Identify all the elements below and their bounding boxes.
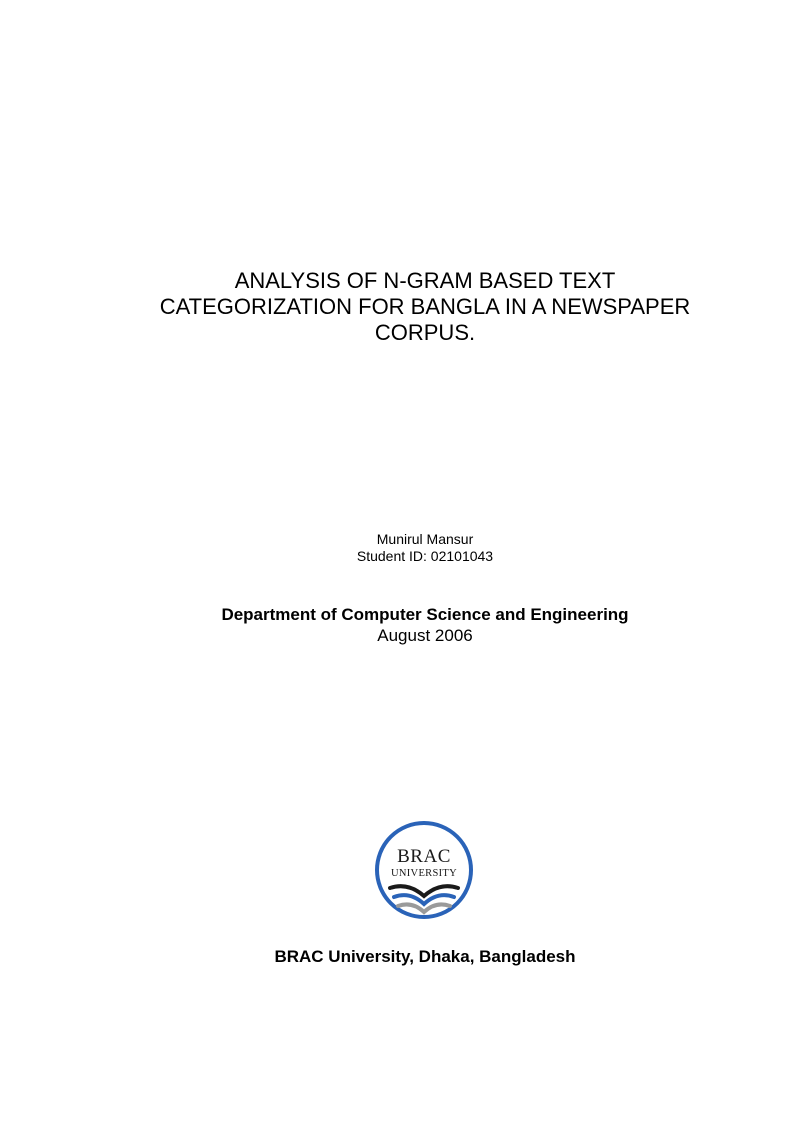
department-name: Department of Computer Science and Engineering <box>221 605 629 624</box>
thesis-title <box>100 268 750 346</box>
institution-line: BRAC University, Dhaka, Bangladesh <box>274 947 576 966</box>
brac-university-logo <box>372 818 476 928</box>
title-line-3: CORPUS. <box>374 320 476 345</box>
author-name: Munirul Mansur <box>376 531 474 547</box>
submission-date: August 2006 <box>377 626 473 645</box>
author-block <box>200 531 650 565</box>
logo-graphic <box>372 818 476 928</box>
department-block <box>125 604 725 646</box>
title-line-2: CATEGORIZATION FOR BANGLA IN A NEWSPAPER <box>159 294 691 319</box>
student-id: Student ID: 02101043 <box>356 548 494 564</box>
logo-text-line2: UNIVERSITY <box>391 868 457 879</box>
title-line-1: ANALYSIS OF N-GRAM BASED TEXT <box>234 268 616 293</box>
logo-text-line1: BRAC <box>397 846 451 867</box>
